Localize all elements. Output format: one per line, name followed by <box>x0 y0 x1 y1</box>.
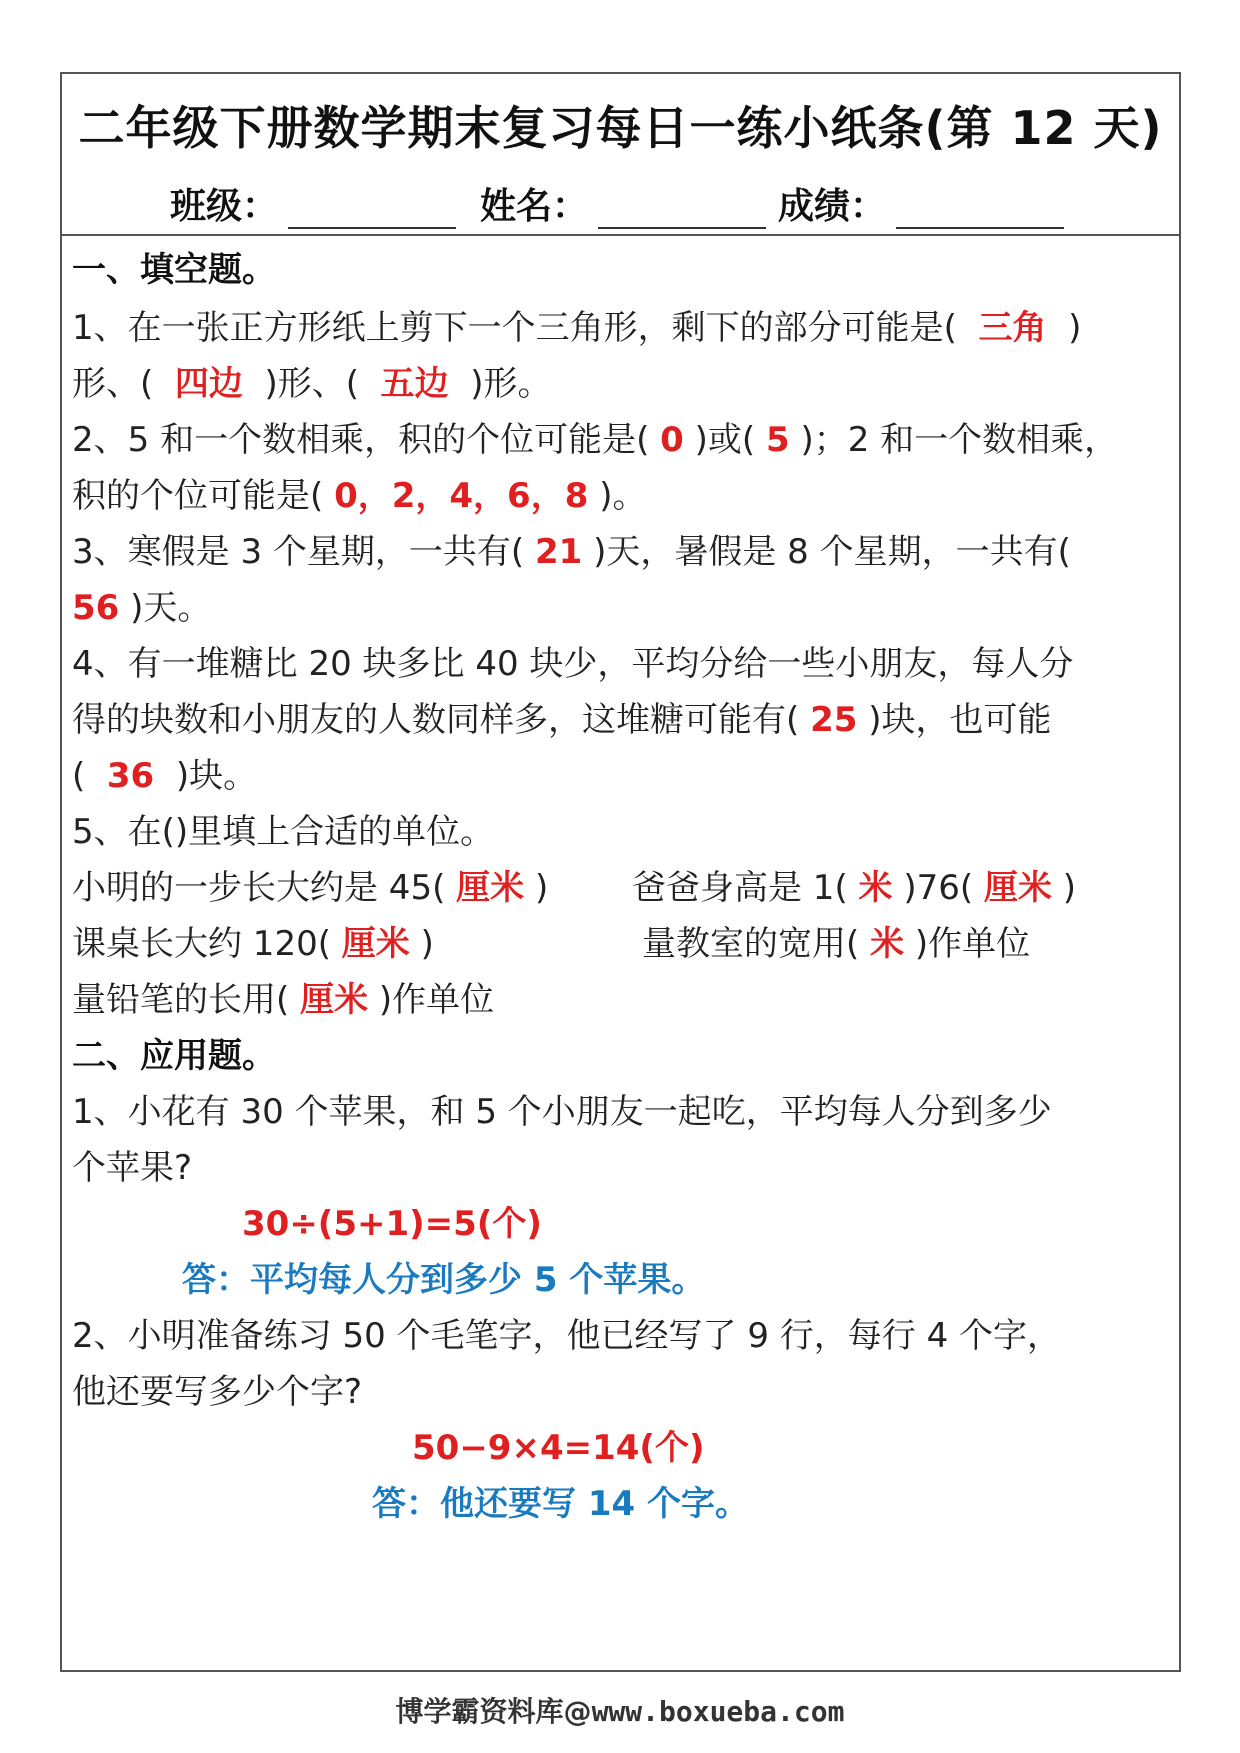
name-label: 姓名： <box>480 186 589 227</box>
footer-site: 博学霸资料库@ <box>395 1695 592 1728</box>
answer: 厘米 <box>983 868 1052 908</box>
answer: 36 <box>106 756 155 796</box>
worksheet-header <box>62 74 1179 236</box>
q1-line2: 形、( 四边 )形、( 五边 )形。 <box>72 364 552 404</box>
q2-line2: 积的个位可能是( 0，2，4，6，8 )。 <box>72 476 647 516</box>
p2-line2: 他还要写多少个字? <box>72 1372 363 1412</box>
q5-line3: 量铅笔的长用( 厘米 )作单位 <box>72 980 495 1020</box>
q4-line2: 得的块数和小朋友的人数同样多，这堆糖可能有( 25 )块，也可能 <box>72 700 1052 740</box>
answer: 5 <box>765 420 790 460</box>
score-field <box>778 178 1064 229</box>
footer-url[interactable]: www.boxueba.com <box>591 1695 845 1728</box>
class-blank[interactable] <box>288 193 456 229</box>
p1-answer: 答：平均每人分到多少 5 个苹果。 <box>182 1260 706 1300</box>
answer: 三角 <box>978 308 1047 348</box>
q2-line1: 2、5 和一个数相乘，积的个位可能是( 0 )或( 5 )；2 和一个数相乘， <box>72 420 1119 460</box>
answer: 56 <box>72 588 120 628</box>
score-label: 成绩： <box>778 186 887 227</box>
answer: 21 <box>534 532 583 572</box>
page-title: 二年级下册数学期末复习每日一练小纸条(第 12 天) <box>78 101 1163 155</box>
answer: 0 <box>660 420 684 460</box>
q3-line2: 56 )天。 <box>72 588 212 628</box>
answer: 25 <box>810 700 858 740</box>
answer: 四边 <box>174 364 243 404</box>
answer: 五边 <box>380 364 449 404</box>
q3-line1: 3、寒假是 3 个星期，一共有( 21 )天，暑假是 8 个星期，一共有( <box>72 532 1071 572</box>
q1-line1: 1、在一张正方形纸上剪下一个三角形，剩下的部分可能是( 三角 ) <box>72 308 1082 348</box>
answer: 米 <box>858 868 893 908</box>
section-heading-word-problems: 二、应用题。 <box>72 1036 276 1076</box>
p1-line1: 1、小花有 30 个苹果，和 5 个小朋友一起吃，平均每人分到多少 <box>72 1092 1052 1132</box>
info-fields <box>62 178 1179 227</box>
answer: 米 <box>870 924 905 964</box>
q5-line2-right: 量教室的宽用( 米 )作单位 <box>642 924 1031 964</box>
q5-line1-left: 小明的一步长大约是 45( 厘米 ) <box>72 868 549 908</box>
p2-line1: 2、小明准备练习 50 个毛笔字，他已经写了 9 行，每行 4 个字， <box>72 1316 1062 1356</box>
q4-line1: 4、有一堆糖比 20 块多比 40 块少，平均分给一些小朋友，每人分 <box>72 644 1074 684</box>
name-blank[interactable] <box>598 193 766 229</box>
p2-answer: 答：他还要写 14 个字。 <box>372 1484 749 1524</box>
worksheet <box>60 72 1181 1672</box>
q5-line1-right: 爸爸身高是 1( 米 )76( 厘米 ) <box>632 868 1077 908</box>
p1-formula: 30÷(5+1)=5(个) <box>242 1204 542 1244</box>
q5-line2-left: 课桌长大约 120( 厘米 ) <box>72 924 434 964</box>
footer-watermark <box>0 1690 1240 1730</box>
answer: 厘米 <box>341 924 410 964</box>
class-label: 班级： <box>170 186 279 227</box>
answer: 厘米 <box>456 868 525 908</box>
p2-formula: 50−9×4=14(个) <box>412 1428 705 1468</box>
section-heading-fill: 一、填空题。 <box>72 250 276 290</box>
q5-heading: 5、在()里填上合适的单位。 <box>72 812 495 852</box>
q4-line3: ( 36 )块。 <box>72 756 258 796</box>
answer: 厘米 <box>300 980 369 1020</box>
answer: 0，2，4，6，8 <box>334 476 589 516</box>
p1-line2: 个苹果? <box>72 1148 193 1188</box>
score-blank[interactable] <box>896 193 1064 229</box>
class-field <box>170 178 456 229</box>
name-field <box>480 178 766 229</box>
